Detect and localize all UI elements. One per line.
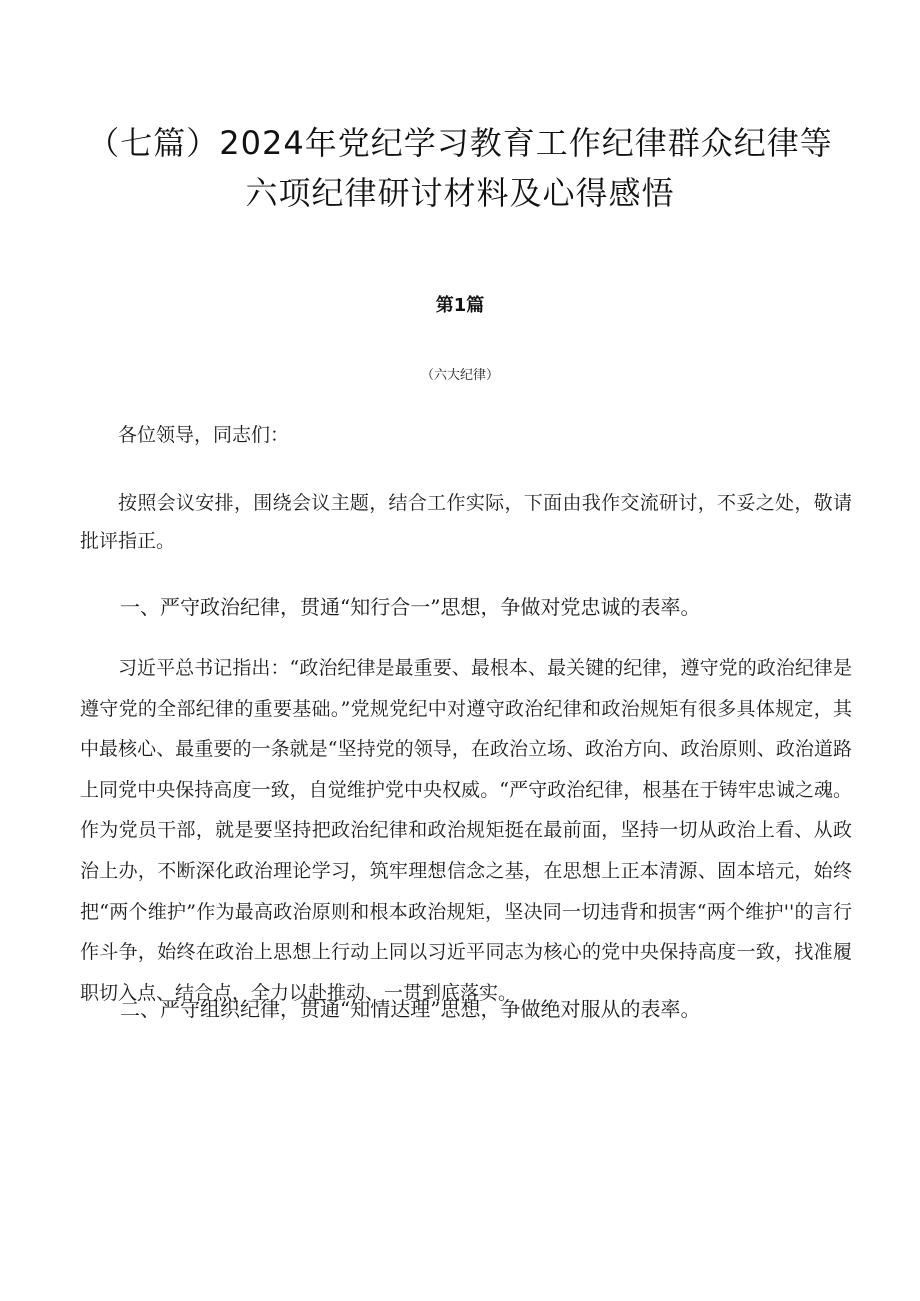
title-line-2: 六项纪律研讨材料及心得感悟 — [245, 174, 675, 212]
document-title — [40, 118, 880, 218]
salutation-text: 各位领导，同志们： — [118, 424, 290, 446]
salutation — [80, 422, 852, 448]
section-heading-1: 一、严守政治纪律，贯通“知行合一”思想，争做对党忠诚的表率。 — [120, 595, 701, 619]
title-line-1: （七篇）2024年党纪学习教育工作纪律群众纪律等 — [87, 124, 833, 162]
section-heading-2: 二、严守组织纪律，贯通“知情达理”思想，争做绝对服从的表率。 — [120, 997, 701, 1021]
section-subtitle: （六大纪律） — [420, 368, 499, 383]
chapter-heading: 第1篇 — [435, 295, 485, 316]
body-paragraph-1: 习近平总书记指出：“政治纪律是最重要、最根本、最关键的纪律，遵守党的政治纪律是遵守党的全部纪律的重要基础。”党规党纪中对遵守政治纪律和政治规矩有很多具体规定，其中最核心、最重要的一条就是“坚持党的领导，在政治立场、政治方向、政治原则、政治道路上同党中央保持高度一致，自觉维护党中央权威。“严守政治纪律，根基在于铸牢忠诚之魂。作为党员干部，就是要坚持把政治纪律和政治规矩挺在最前面，坚持一切从政治上看、从政治上办，不断深化政治理论学习，筑牢理想信念之基，在思想上正本清源、固本培元，始终把“两个维护”作为最高政治原则和根本政治规矩，坚决同一切违背和损害“两个维护''的言行作斗争，始终在政治上思想上行动上同以习近平同志为核心的党中央保持高度一致，找准履职切入点、结合点，全力以赴推动、一贯到底落实。 — [80, 657, 852, 1004]
opening-paragraph: 按照会议安排，围绕会议主题，结合工作实际，下面由我作交流研讨，不妥之处，敬请批评指正。 — [80, 492, 852, 552]
